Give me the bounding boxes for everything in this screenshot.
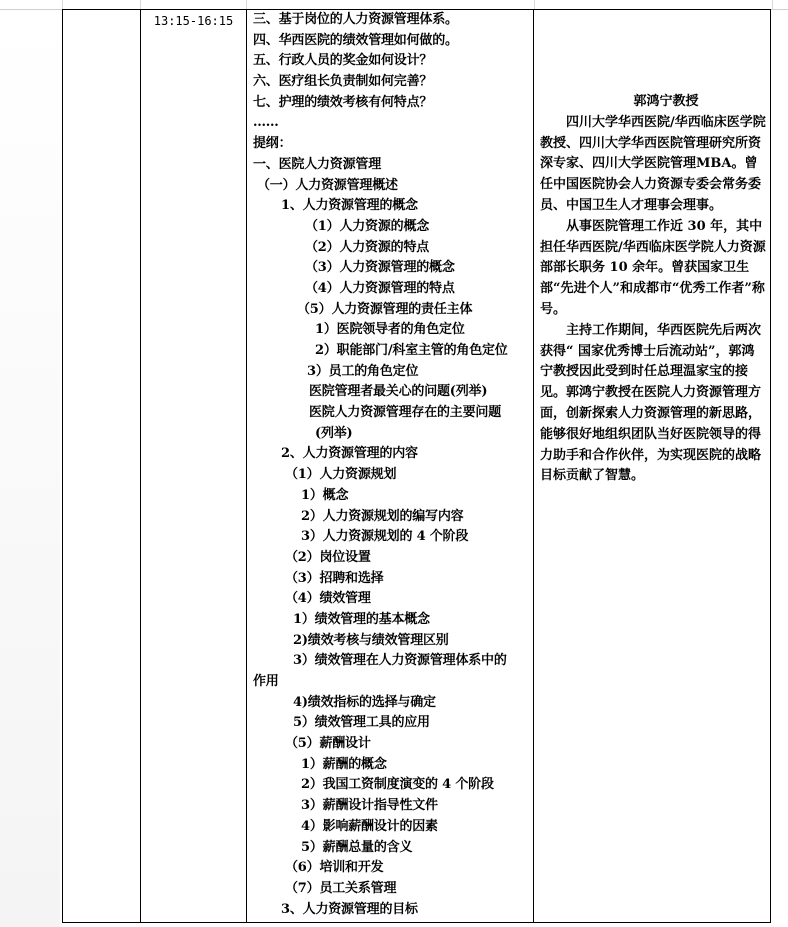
empty-cell — [63, 10, 141, 923]
outline-line: （3）人力资源管理的概念 — [305, 260, 455, 276]
outline-line: （1）人力资源的概念 — [305, 218, 430, 234]
outline-line: 一、医院人力资源管理 — [253, 156, 382, 172]
outline-line: 六、医疗组长负责制如何完善？ — [253, 74, 433, 90]
outline-line: 1）薪酬的概念 — [301, 756, 387, 772]
outline-line: （4）绩效管理 — [285, 591, 371, 607]
course-outline — [247, 10, 533, 920]
outline-line: （6）培训和开发 — [285, 860, 384, 876]
outline-line: 4）影响薪酬设计的因素 — [301, 818, 438, 834]
outline-line: （4）人力资源管理的特点 — [305, 280, 455, 296]
outline-line: 3、人力资源管理的目标 — [281, 901, 418, 917]
page-margin — [0, 10, 60, 927]
outline-line: （1）人力资源规划 — [285, 467, 397, 483]
outline-line: 医院人力资源管理存在的主要问题 — [309, 405, 502, 421]
outline-cell — [247, 10, 534, 923]
outline-line: 五、行政人员的奖金如何设计？ — [253, 53, 433, 69]
outline-line: 5）薪酬总量的含义 — [301, 839, 413, 855]
bio-paragraph: 从事医院管理工作近 30 年，其中担任华西医院/华西临床医学院人力资源部部长职务 10 余年。曾获国家卫生部“先进个人”和成都市“优秀工作者”称号。 — [540, 218, 766, 317]
lecturer-cell — [534, 10, 771, 923]
outline-line: （3）招聘和选择 — [285, 570, 384, 586]
outline-line: （2）人力资源的特点 — [305, 239, 430, 255]
outline-line: 医院管理者最关心的问题(列举) — [309, 384, 488, 400]
outline-line: 四、华西医院的绩效管理如何做的。 — [253, 32, 458, 48]
outline-line: 1）医院领导者的角色定位 — [315, 322, 465, 338]
outline-line: （5）人力资源管理的责任主体 — [297, 301, 473, 317]
table-row — [63, 10, 771, 923]
outline-line: （一）人力资源管理概述 — [257, 177, 398, 193]
outline-line: 2）人力资源规划的编写内容 — [301, 508, 464, 524]
outline-line: （7）员工关系管理 — [285, 880, 397, 896]
time-cell — [141, 10, 247, 923]
outline-line: 三、基于岗位的人力资源管理体系。 — [253, 12, 458, 27]
outline-line: （5）薪酬设计 — [285, 736, 371, 752]
outline-line: （2）岗位设置 — [285, 549, 371, 565]
outline-line: 1）概念 — [301, 487, 349, 503]
time-slot: 13:15-16:15 — [153, 14, 234, 28]
schedule-table — [62, 9, 771, 923]
outline-line: 七、护理的绩效考核有何特点？ — [253, 94, 433, 110]
outline-line: 5）绩效管理工具的应用 — [293, 715, 430, 731]
outline-line: 4)绩效指标的选择与确定 — [293, 694, 436, 710]
outline-line: 1、人力资源管理的概念 — [281, 198, 418, 214]
bio-paragraph: 主持工作期间，华西医院先后两次获得“ 国家优秀博士后流动站”，郭鸿宁教授因此受到时任总理温家宝的接见。郭鸿宁教授在医院人力资源管理方面，创新探索人力资源管理的新思路，能够很好地组织团队当好医院领导的得力助手和合作伙伴，为实现医院的战略目标贡献了智慧。 — [540, 322, 762, 484]
outline-line: (列举) — [315, 425, 353, 441]
outline-line: 3）薪酬设计指导性文件 — [301, 798, 438, 814]
outline-line: …… — [253, 115, 279, 131]
outline-line: 3）员工的角色定位 — [307, 363, 419, 379]
bio-paragraph: 四川大学华西医院/华西临床医学院教授、四川大学华西医院管理研究所资深专家、四川大学医院管理MBA。曾任中国医院协会人力资源专委会常务委员、中国卫生人才理事会理事。 — [540, 114, 766, 213]
outline-line: 2）职能部门/科室主管的角色定位 — [315, 343, 508, 358]
outline-line: 3）人力资源规划的 4 个阶段 — [301, 529, 469, 545]
outline-line: 作用 — [253, 674, 279, 689]
outline-line: 2)绩效考核与绩效管理区别 — [293, 632, 449, 648]
outline-line: 2、人力资源管理的内容 — [281, 446, 418, 462]
outline-line: 2）我国工资制度演变的 4 个阶段 — [301, 777, 494, 793]
lecturer-bio — [534, 10, 770, 487]
lecturer-name: 郭鸿宁教授 — [633, 94, 699, 109]
outline-line: 提纲： — [253, 136, 292, 152]
outline-line: 1）绩效管理的基本概念 — [293, 611, 430, 627]
outline-line: 3）绩效管理在人力资源管理体系中的 — [293, 653, 507, 669]
